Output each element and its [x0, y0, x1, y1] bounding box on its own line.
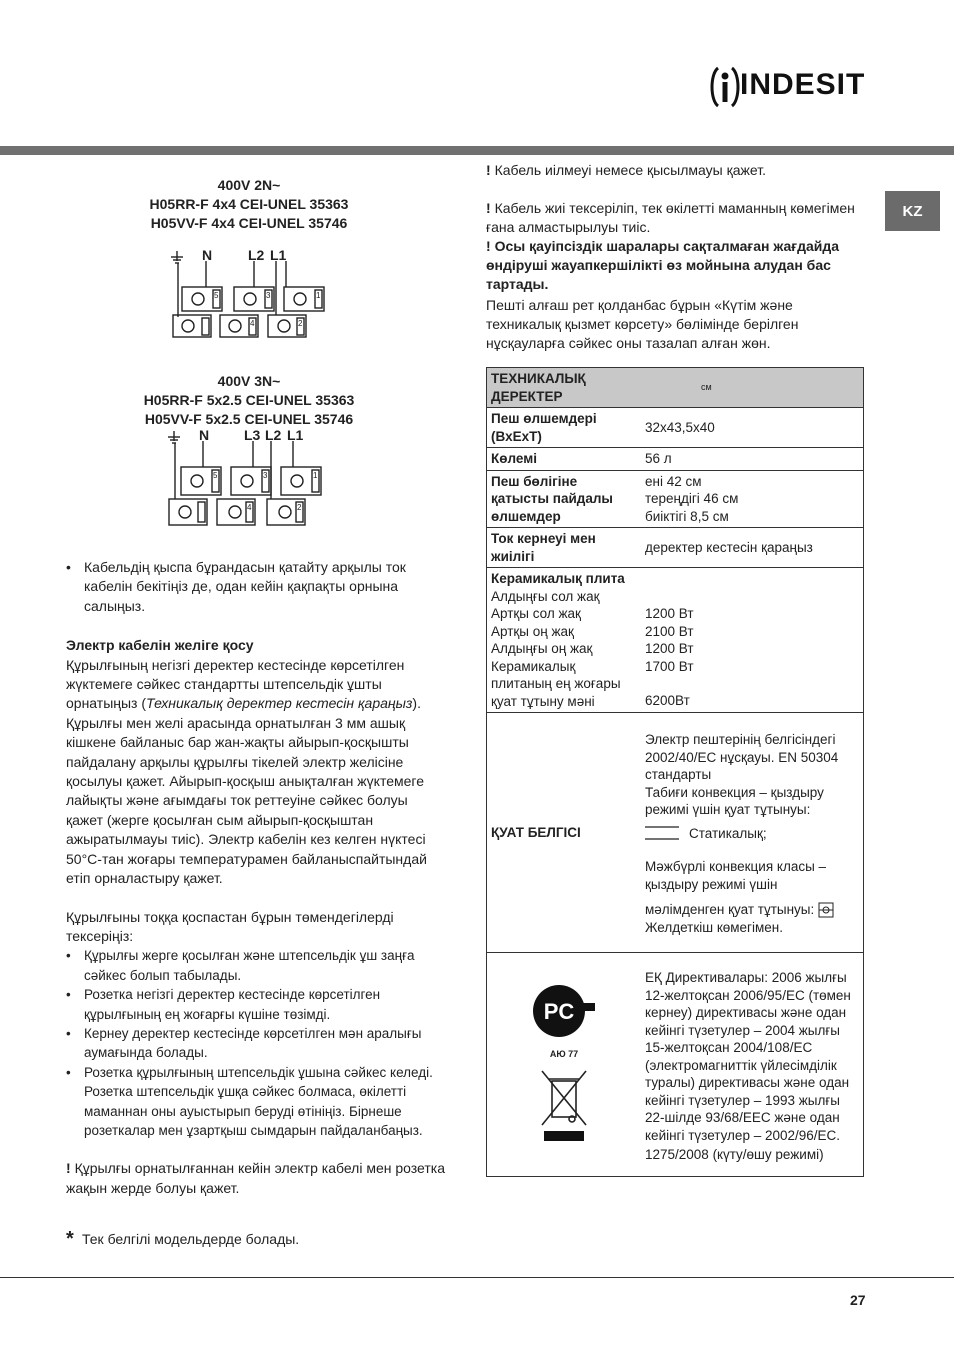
table-row — [487, 953, 863, 1176]
diagram2-line: H05RR-F 5x2.5 CEI-UNEL 35363 — [143, 392, 355, 408]
static-heating-icon — [645, 825, 681, 841]
language-tab: KZ — [885, 191, 940, 231]
diagram1-line: 400V 2N~ — [217, 177, 281, 193]
warning-text: Осы қауіпсіздік шаралары сақталмаған жағдайда өндіруші жауапкершілікті өз мойнына алудан бас тартады. — [486, 238, 840, 292]
fan-row — [645, 901, 859, 919]
brand-logo — [708, 64, 742, 113]
terminal-number: 5 — [214, 291, 219, 300]
row-label: Пеш өлшемдері (ВхЕхТ) — [487, 408, 641, 448]
left-column — [66, 558, 446, 1198]
terminal-label: L2 — [265, 427, 282, 443]
ceramic-title: Керамикалық плита — [491, 571, 625, 586]
diagram2-title — [29, 372, 469, 429]
warning-icon: ! — [66, 1160, 71, 1177]
row-value: 56 л — [641, 448, 863, 471]
header-bar — [0, 146, 954, 155]
warning-text: Кабель жиі тексеріліп, тек өкілетті маманның көмегімен ғана алмастырылуы тиіс. — [486, 200, 855, 235]
zone-value: 1200 Вт — [645, 606, 694, 621]
table-row — [487, 528, 863, 568]
zone-label: Артқы оң жақ — [491, 623, 574, 639]
terminal-label: L1 — [270, 247, 287, 263]
certification-icon — [529, 981, 599, 1041]
row-label — [487, 568, 641, 713]
energy-text: Статикалық; — [689, 825, 767, 841]
row-label: ҚУАТ БЕЛГІСІ — [487, 713, 641, 953]
table-row — [487, 408, 863, 448]
energy-text: Электр пештерінің белгісіндегі 2002/40/EC нұсқауы. EN 50304 стандарты — [645, 732, 839, 782]
terminal-label: N — [202, 247, 213, 263]
warning-icon: ! — [486, 238, 491, 254]
table-header: ТЕХНИКАЛЫҚ ДЕРЕКТЕР — [491, 371, 586, 404]
value-line: тереңдігі 46 см — [645, 491, 739, 506]
table-unit: см — [701, 381, 712, 392]
static-row — [645, 825, 859, 843]
row-label: Пеш бөлігіне қатысты пайдалы өлшемдер — [487, 470, 641, 528]
paragraph-1 — [66, 656, 446, 714]
table-row — [487, 568, 863, 713]
terminal-number: 4 — [247, 503, 252, 512]
value-line: биіктігі 8,5 см — [645, 508, 729, 524]
cleaning-paragraph: Пешті алғаш рет қолданбас бұрын «Күтім және техникалық қызмет көрсету» бөлімінде берілген нұсқауларға сәйкес оны тазалап алған жөн. — [486, 297, 799, 351]
footnote: Тек белгілі модельдерде болады. — [82, 1231, 300, 1247]
row-value — [641, 470, 863, 528]
energy-text: мәлімденген қуат тұтынуы: — [645, 902, 815, 917]
zone-label: Керамикалық плитаның ең жоғары қуат тұтыну мәні — [491, 658, 621, 709]
technical-data-table — [486, 367, 864, 1177]
section-title: Электр кабелін желіге қосу — [66, 637, 254, 654]
warning-text: Құрылғы орнатылғаннан кейін электр кабелі мен розетка жақын жерде болуы қажет. — [66, 1160, 445, 1196]
list-item: • Розетка құрылғының штепсельдік ұшына сәйкес келеді. Розетка штепсельдік ұшқа сәйкес болмаса, өкілетті маманнан оны ауыстырып беруді өтініңіз. Бірнеше розеткалар мен ұзартқыш сымдарын пайдаланбаңыз. — [66, 1063, 446, 1141]
warning-2 — [486, 199, 856, 237]
terminal-number: 4 — [250, 319, 255, 328]
directives-text: 1275/2008 (күту/өшу режимі) — [645, 1147, 824, 1162]
table-row — [487, 448, 863, 471]
zone-value: 2100 Вт — [645, 623, 694, 639]
paragraph-2: Құрылғы мен желі арасында орнатылған 3 мм ашық кішкене байланыс бар жан-жақты айырып-қосқышты пайдалану арқылы құрылғы тікелей электр желісіне қосылуы қажет. Айырып-қосқыш анықталған жүктемеге лайықты және ағымдағы ток реттеуіне сәйкес болуы қажет (жерге қосылған сым айырып-қосқыштан ажыратылмауы тиіс). Электр кабелін кез келген нүктесі 50°C-тан жоғары температурамен байланыспайтындай етіп орналастыру қажет. — [66, 714, 427, 887]
diagram2-line: 400V 3N~ — [217, 373, 281, 389]
energy-text: Табиғи конвекция – қыздыру режимі үшін қуат тұтынуы: — [645, 784, 824, 817]
brand-name: INDESIT — [740, 68, 866, 101]
row-label: Көлемі — [487, 448, 641, 471]
right-column — [486, 161, 856, 353]
table-reference: Техникалық деректер кестесін қараңыз — [146, 695, 413, 712]
warning — [66, 1159, 446, 1198]
certification-marks — [487, 953, 641, 1176]
warning-icon: ! — [486, 200, 491, 216]
table-row — [487, 470, 863, 528]
diagram1-line: H05RR-F 4x4 CEI-UNEL 35363 — [149, 196, 349, 212]
zone-label: Алдыңғы оң жақ — [491, 641, 593, 656]
indesit-logo-icon — [708, 64, 742, 110]
table-row — [487, 713, 863, 953]
check-intro: Құрылғыны тоққа қоспастан бұрын төмендегілерді тексеріңіз: — [66, 908, 394, 944]
row-label: Ток кернеуі мен жиілігі — [487, 528, 641, 568]
row-value — [641, 568, 863, 713]
warning-3 — [486, 237, 856, 294]
energy-text: Мәжбүрлі конвекция класы – қыздыру режимі үшін — [645, 859, 827, 892]
terminal-label: N — [199, 427, 210, 443]
zone-label: Алдыңғы сол жақ — [491, 588, 600, 604]
value-line: ені 42 см — [645, 473, 702, 489]
terminal-label: L2 — [248, 247, 265, 263]
table-header-row — [487, 368, 863, 408]
terminal-label: L3 — [244, 427, 261, 443]
footnote-mark: * — [66, 1228, 74, 1250]
zone-value: 1700 Вт — [645, 658, 694, 674]
wiring-diagram-2 — [165, 427, 335, 529]
directives-cell — [641, 953, 863, 1176]
warning-1 — [486, 161, 856, 180]
cable-bullet-list — [66, 558, 446, 616]
terminal-label: L1 — [287, 427, 304, 443]
terminal-number: 3 — [263, 471, 268, 480]
footer-divider — [0, 1277, 954, 1278]
warning-text: Кабель иілмеуі немесе қысылмауы қажет. — [494, 162, 766, 178]
terminal-number: 3 — [266, 291, 271, 300]
zone-label: Артқы сол жақ — [491, 606, 581, 621]
weee-bin-icon — [534, 1067, 594, 1143]
directives-text: ЕҚ Директивалары: 2006 жылғы 12-желтоқсан 2006/95/EC (төмен кернеу) директивасы және одан кейінгі түзетулер – 2004 жылғы 15-желтоқсан 2004/108/EC (электромагниттік үйлесімділік туралы) директивасы және одан кейінгі түзетулер – 1993 жылғы 22-шілде 93/68/EEC және одан кейінгі түзетулер – 2002/96/EC. — [645, 970, 851, 1143]
page-number: 27 — [850, 1292, 866, 1308]
wiring-diagram-1 — [168, 247, 338, 342]
terminal-number: 2 — [297, 503, 302, 512]
zone-value: 6200Вт — [645, 693, 690, 708]
list-item: • Кернеу деректер кестесінде көрсетілген мән аралығы аумағында болады. — [66, 1024, 446, 1063]
row-value — [641, 713, 863, 953]
diagram2-line: H05VV-F 5x2.5 CEI-UNEL 35746 — [144, 411, 354, 427]
zone-value: 1200 Вт — [645, 641, 694, 656]
paragraph-text: Құрылғының негізгі деректер кестесінде көрсетілген жүктемеге сәйкес стандартты штепсельдік ұшты орнатыңыз ( — [66, 656, 405, 712]
terminal-number: 1 — [316, 291, 321, 300]
check-list — [66, 946, 446, 1140]
paragraph-text: ). — [412, 695, 421, 712]
warning-icon: ! — [486, 162, 491, 178]
row-value: деректер кестесін қараңыз — [641, 528, 863, 568]
terminal-number: 2 — [298, 319, 303, 328]
list-item: • Розетка негізгі деректер кестесінде көрсетілген құрылғының ең жоғарғы күшіне төзімді. — [66, 985, 446, 1024]
svg-text:PC: PC — [543, 999, 575, 1024]
list-item: • Кабельдің қыспа бұрандасын қатайту арқылы ток кабелін бекітіңіз де, одан кейін қақпақты орнына салыңыз. — [66, 558, 446, 616]
diagram1-line: H05VV-F 4x4 CEI-UNEL 35746 — [150, 215, 348, 231]
energy-text: Желдеткіш көмегімен. — [645, 919, 783, 935]
diagram1-title — [29, 176, 469, 233]
row-value: 32х43,5х40 — [641, 408, 863, 448]
fan-icon — [818, 902, 834, 918]
certification-code: АЮ 77 — [549, 1048, 579, 1059]
terminal-number: 1 — [313, 471, 318, 480]
list-item: • Құрылғы жерге қосылған және штепсельдік ұш заңға сәйкес болып табылады. — [66, 946, 446, 985]
terminal-number: 5 — [213, 471, 218, 480]
